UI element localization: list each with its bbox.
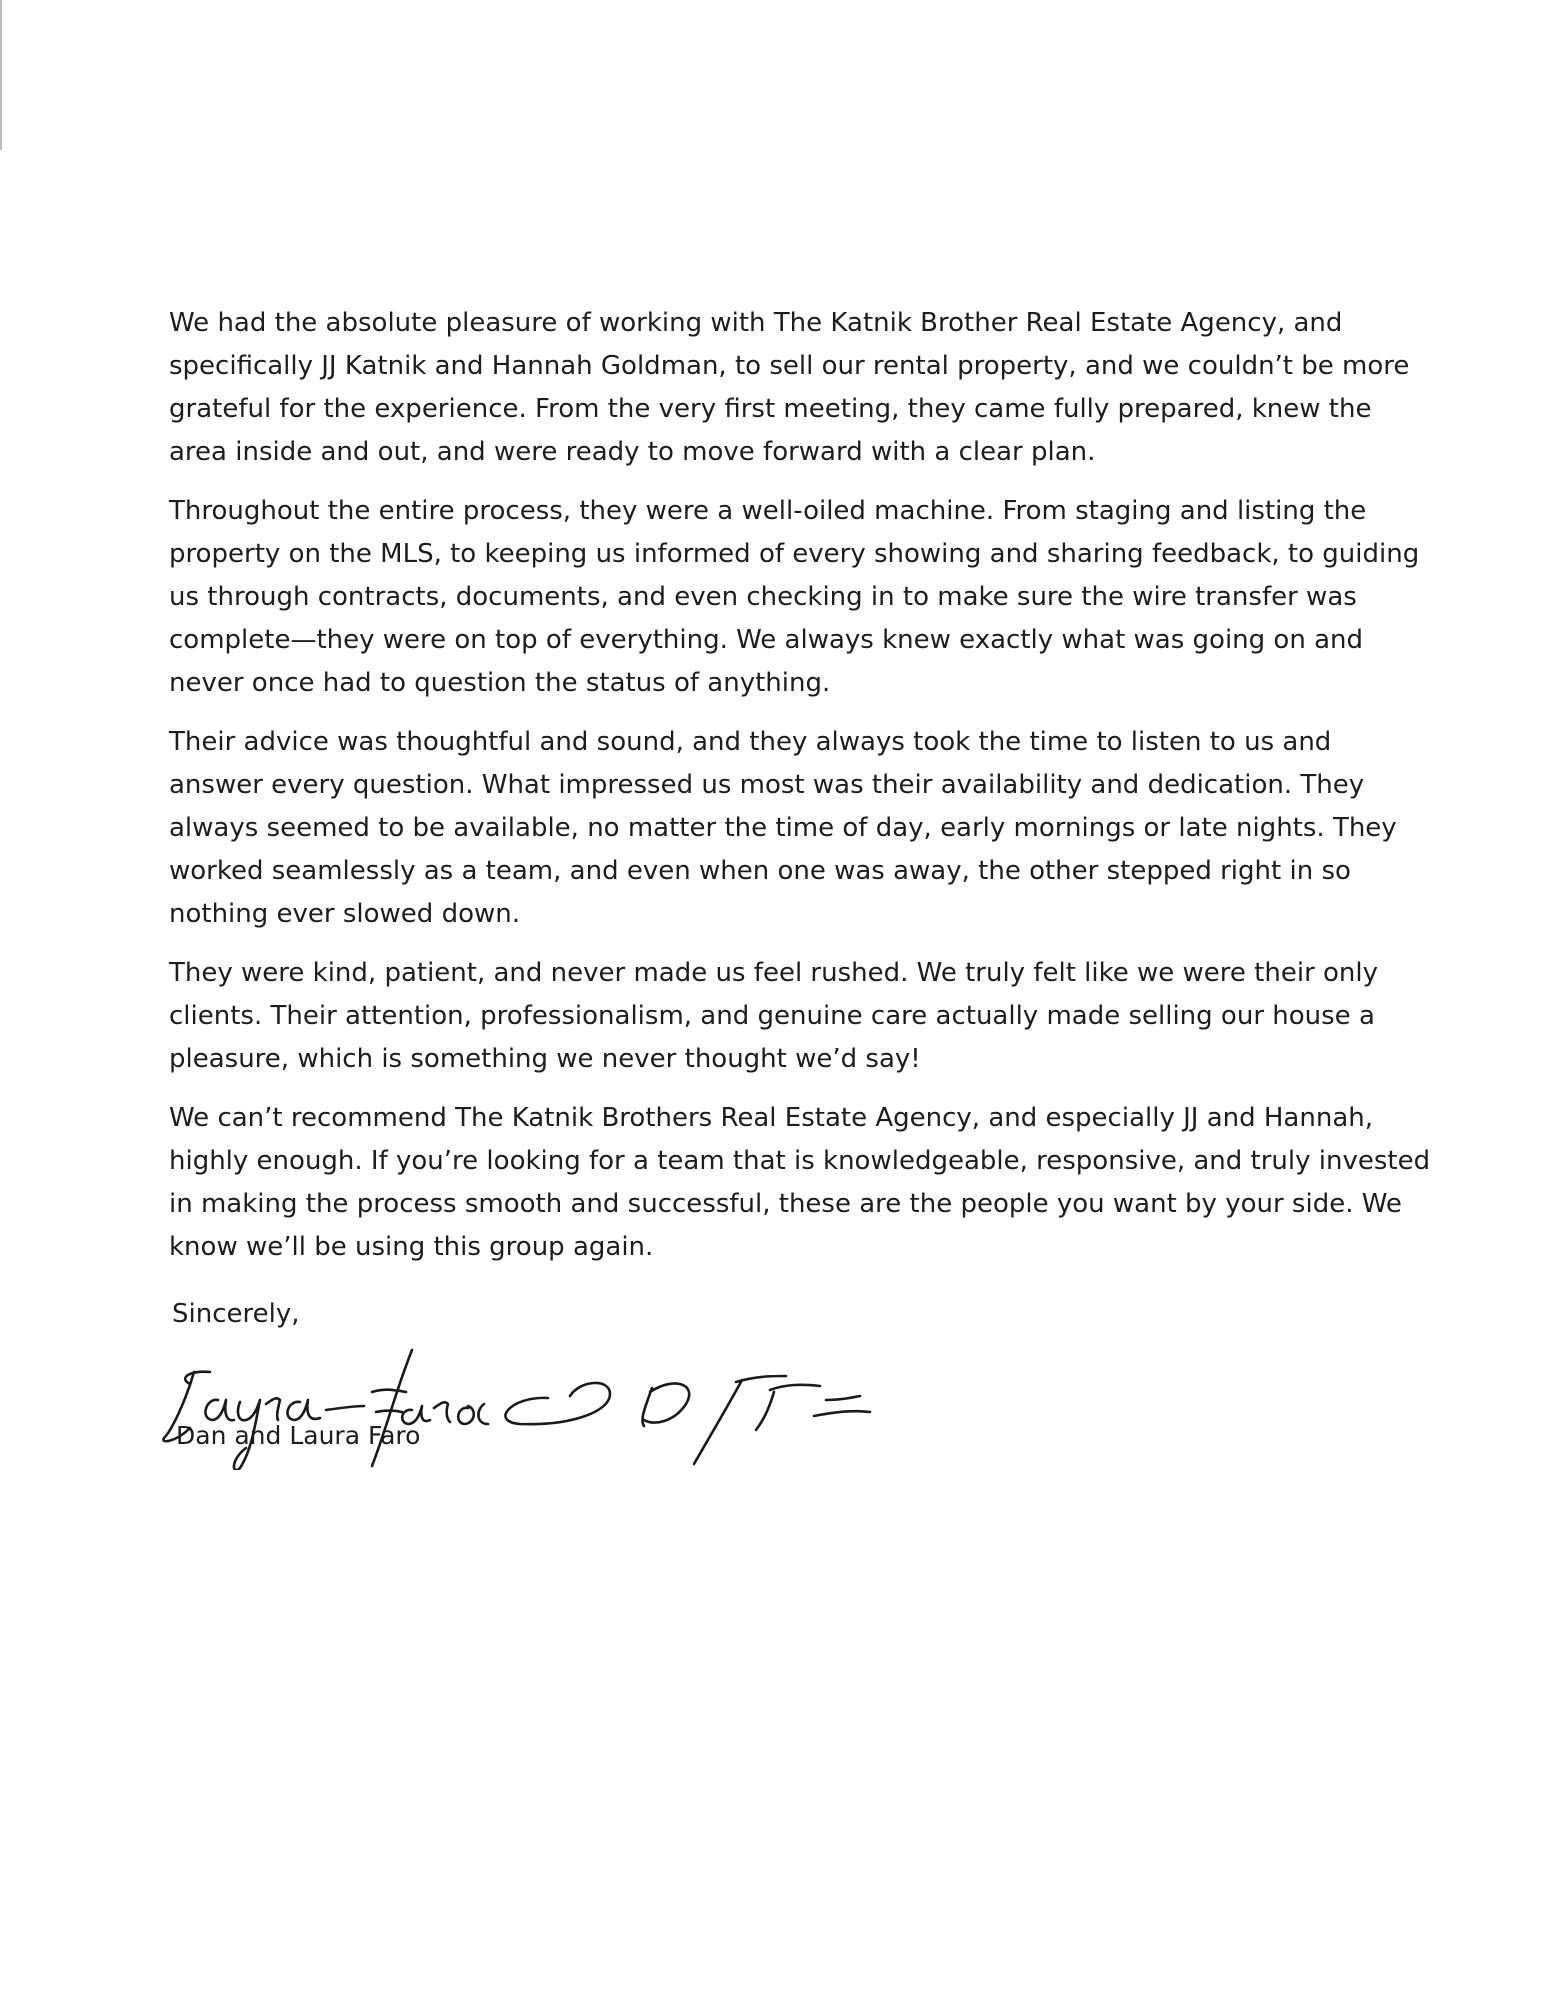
text-line: complete—they were on top of everything. We always knew exactly what was going on and	[169, 625, 1363, 655]
text-line: We can’t recommend The Katnik Brothers Real Estate Agency, and especially JJ and Hannah,	[169, 1103, 1373, 1133]
text-line: highly enough. If you’re looking for a team that is knowledgeable, responsive, and truly invested	[169, 1146, 1431, 1176]
text-line: in making the process smooth and successful, these are the people you want by your side. We	[169, 1189, 1402, 1219]
text-line: specifically JJ Katnik and Hannah Goldman, to sell our rental property, and we couldn’t be more	[169, 351, 1410, 381]
paragraph-1	[169, 302, 1410, 474]
text-line: They were kind, patient, and never made us feel rushed. We truly felt like we were their only	[169, 958, 1379, 988]
text-line: property on the MLS, to keeping us informed of every showing and sharing feedback, to guiding	[169, 539, 1420, 569]
text-line: nothing ever slowed down.	[169, 899, 520, 929]
letter-body	[169, 302, 1431, 1285]
handwritten-signature	[150, 1300, 930, 1470]
paragraph-3	[169, 721, 1397, 936]
text-line: grateful for the experience. From the very first meeting, they came fully prepared, knew the	[169, 394, 1372, 424]
paragraph-5	[169, 1097, 1431, 1269]
text-line: Throughout the entire process, they were a well-oiled machine. From staging and listing the	[169, 496, 1367, 526]
text-line: worked seamlessly as a team, and even when one was away, the other stepped right in so	[169, 856, 1351, 886]
paragraph-2	[169, 490, 1420, 705]
scan-edge-mark	[0, 0, 2, 150]
paragraph-4	[169, 952, 1379, 1081]
text-line: answer every question. What impressed us most was their availability and dedication. They	[169, 770, 1365, 800]
closing-salutation: Sincerely,	[172, 1299, 300, 1329]
text-line: know we’ll be using this group again.	[169, 1232, 654, 1262]
text-line: Their advice was thoughtful and sound, and they always took the time to listen to us and	[169, 727, 1332, 757]
text-line: pleasure, which is something we never thought we’d say!	[169, 1044, 921, 1074]
text-line: us through contracts, documents, and even checking in to make sure the wire transfer was	[169, 582, 1357, 612]
text-line: clients. Their attention, professionalism, and genuine care actually made selling our house a	[169, 1001, 1375, 1031]
signatory-name: Dan and Laura Faro	[176, 1421, 421, 1450]
text-line: area inside and out, and were ready to move forward with a clear plan.	[169, 437, 1096, 467]
text-line: never once had to question the status of anything.	[169, 668, 831, 698]
text-line: always seemed to be available, no matter the time of day, early mornings or late nights. They	[169, 813, 1397, 843]
text-line: We had the absolute pleasure of working with The Katnik Brother Real Estate Agency, and	[169, 308, 1343, 338]
